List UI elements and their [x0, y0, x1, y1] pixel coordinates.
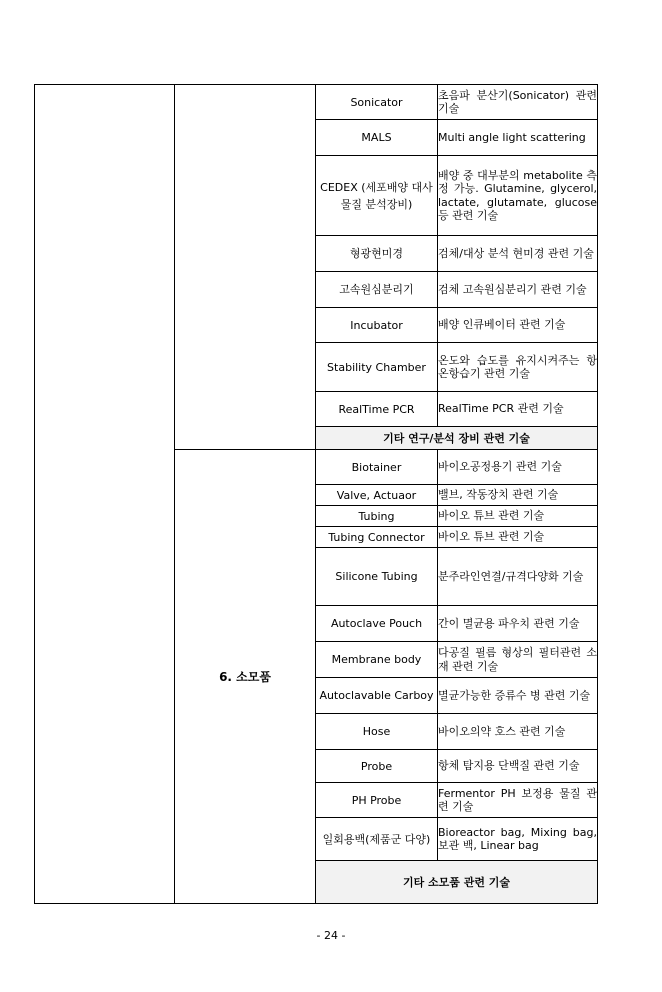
item-cell: Incubator	[316, 308, 438, 343]
description-cell: 배양 중 대부분의 metabolite 측정 가능. Glutamine, glycerol, lactate, glutamate, glucose 등 관련 기술	[438, 156, 598, 236]
description-cell: 다공질 필름 형상의 필터관련 소재 관련 기술	[438, 642, 598, 678]
item-cell: 형광현미경	[316, 236, 438, 272]
description-cell: Bioreactor bag, Mixing bag, 보관 백, Linear bag	[438, 818, 598, 861]
description-cell: 밸브, 작동장치 관련 기술	[438, 485, 598, 506]
item-cell: Membrane body	[316, 642, 438, 678]
description-cell: 간이 멸균용 파우치 관련 기술	[438, 606, 598, 642]
item-cell: Stability Chamber	[316, 343, 438, 392]
group-footer-equipment: 기타 연구/분석 장비 관련 기술	[316, 427, 598, 450]
category-label: 6. 소모품	[175, 450, 316, 904]
description-cell: 바이오공정용기 관련 기술	[438, 450, 598, 485]
description-cell: Multi angle light scattering	[438, 120, 598, 156]
item-cell: Valve, Actuaor	[316, 485, 438, 506]
item-cell: Tubing Connector	[316, 527, 438, 548]
item-cell: Autoclave Pouch	[316, 606, 438, 642]
description-cell: 배양 인큐베이터 관련 기술	[438, 308, 598, 343]
subcategory-cell-equipment	[175, 85, 316, 450]
description-cell: 초음파 분산기(Sonicator) 관련 기술	[438, 85, 598, 120]
item-cell: Tubing	[316, 506, 438, 527]
description-cell: 바이오 튜브 관련 기술	[438, 527, 598, 548]
item-cell: Autoclavable Carboy	[316, 678, 438, 714]
group-footer-consumables: 기타 소모품 관련 기술	[316, 861, 598, 904]
item-cell: PH Probe	[316, 783, 438, 818]
item-cell: Hose	[316, 714, 438, 750]
description-cell: Fermentor PH 보정용 물질 관련 기술	[438, 783, 598, 818]
description-cell: RealTime PCR 관련 기술	[438, 392, 598, 427]
item-cell: Probe	[316, 750, 438, 783]
item-cell: MALS	[316, 120, 438, 156]
page-number: - 24 -	[316, 929, 346, 942]
description-cell: 검체/대상 분석 현미경 관련 기술	[438, 236, 598, 272]
first-column-cell	[35, 85, 175, 904]
item-cell: Sonicator	[316, 85, 438, 120]
description-cell: 분주라인연결/규격다양화 기술	[438, 548, 598, 606]
technology-table	[34, 84, 598, 904]
item-cell: RealTime PCR	[316, 392, 438, 427]
item-cell: Silicone Tubing	[316, 548, 438, 606]
item-cell: 고속원심분리기	[316, 272, 438, 308]
item-cell: 일회용백(제품군 다양)	[316, 818, 438, 861]
description-cell: 멸균가능한 증류수 병 관련 기술	[438, 678, 598, 714]
item-cell: Biotainer	[316, 450, 438, 485]
description-cell: 바이오 튜브 관련 기술	[438, 506, 598, 527]
description-cell: 바이오의약 호스 관련 기술	[438, 714, 598, 750]
item-cell: CEDEX (세포배양 대사물질 분석장비)	[316, 156, 438, 236]
description-cell: 온도와 습도를 유지시켜주는 항온항습기 관련 기술	[438, 343, 598, 392]
description-cell: 검체 고속원심분리기 관련 기술	[438, 272, 598, 308]
description-cell: 항체 탐지용 단백질 관련 기술	[438, 750, 598, 783]
